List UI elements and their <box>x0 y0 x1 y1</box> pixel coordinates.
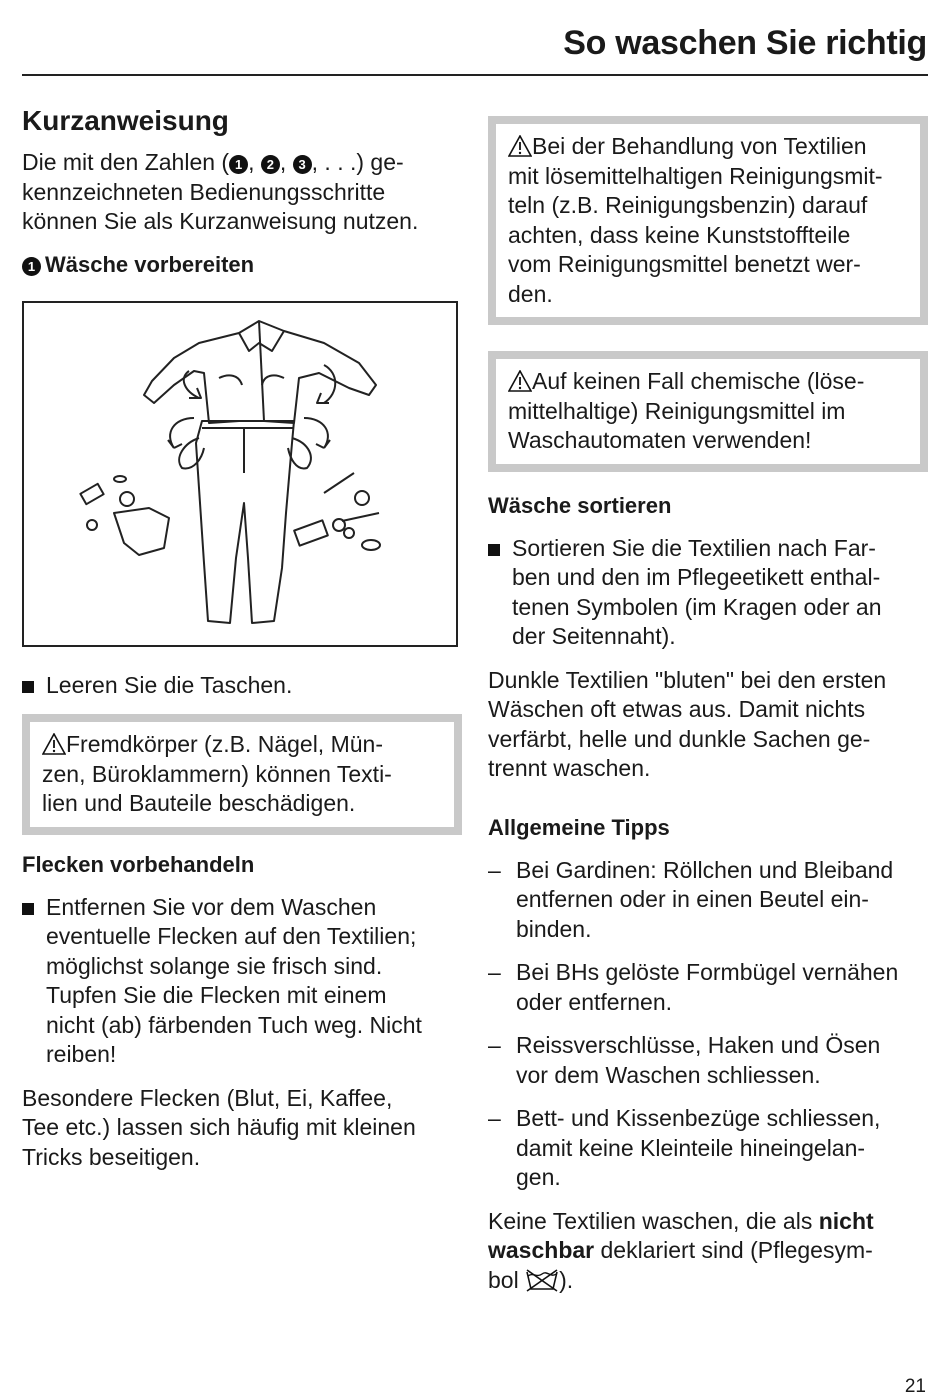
do-not-wash-icon <box>525 1268 559 1292</box>
warning-box-foreign-objects <box>22 714 462 835</box>
special-stains-paragraph <box>22 1084 462 1173</box>
step-number-icon: 3 <box>293 155 312 174</box>
step-number-icon: 1 <box>229 155 248 174</box>
bullet-text: möglichst solange sie frisch sind. <box>46 952 383 979</box>
paragraph-text: Wäschen oft etwas aus. Damit nichts <box>488 696 866 722</box>
bullet-text: der Seitennaht). <box>512 623 676 649</box>
paragraph-text: Tricks beseitigen. <box>22 1143 201 1170</box>
tip-text: Bei BHs gelöste Formbügel vernähen <box>516 959 899 985</box>
warning-text: Waschautomaten verwenden! <box>508 427 812 453</box>
step1-title: Wäsche vorbereiten <box>45 251 255 277</box>
tips-heading: Allgemeine Tipps <box>488 814 670 840</box>
intro-text: Die mit den Zahlen ( <box>22 149 230 175</box>
left-column <box>22 100 462 1172</box>
paragraph-text: Dunkle Textilien "bluten" bei den ersten <box>488 666 887 693</box>
warning-text: zen, Büroklammern) können Texti- <box>42 760 392 787</box>
tip-item <box>488 958 928 1017</box>
warning-text: Fremdkörper (z.B. Nägel, Mün- <box>66 731 383 757</box>
bullet-text: ben und den im Pflegeetikett enthal- <box>512 564 881 590</box>
bullet-text: reiben! <box>46 1041 117 1067</box>
bullet-text: Entfernen Sie vor dem Waschen <box>46 893 377 920</box>
paragraph-text: trennt waschen. <box>488 755 651 781</box>
paragraph-text: bol <box>488 1266 526 1293</box>
clothing-illustration <box>24 303 456 645</box>
paragraph-text: ). <box>559 1266 574 1293</box>
stains-heading: Flecken vorbehandeln <box>22 851 255 877</box>
section-heading-kurzanweisung: Kurzanweisung <box>22 105 229 136</box>
intro-text: , . . .) ge- <box>311 149 404 175</box>
page-number: 21 <box>904 1376 926 1397</box>
header-rule <box>22 74 928 76</box>
tip-text: entfernen oder in einen Beutel ein- <box>516 886 869 912</box>
bullet-text: Sortieren Sie die Textilien nach Far- <box>512 534 876 561</box>
dark-textiles-paragraph <box>488 666 928 784</box>
right-column <box>488 116 928 1295</box>
page-title: So waschen Sie richtig <box>563 24 927 62</box>
sort-heading: Wäsche sortieren <box>488 492 672 518</box>
intro-text: können Sie als Kurzanweisung nutzen. <box>22 208 419 234</box>
bullet-square <box>22 903 34 915</box>
bullet-stains <box>22 893 462 1070</box>
tip-text: binden. <box>516 915 592 942</box>
tip-text: oder entfernen. <box>516 988 673 1015</box>
laundry-preparation-illustration <box>22 301 458 647</box>
warning-text: achten, dass keine Kunststoffteile <box>508 221 851 248</box>
bullet-text: nicht (ab) färbenden Tuch weg. Nicht <box>46 1011 422 1038</box>
not-washable-paragraph <box>488 1207 928 1296</box>
bullet-empty-pockets <box>22 671 462 701</box>
tip-text: damit keine Kleinteile hineingelan- <box>516 1134 866 1161</box>
warning-text: den. <box>508 280 553 307</box>
step1-heading <box>22 251 462 279</box>
tip-item <box>488 1104 928 1193</box>
warning-triangle-icon <box>508 135 532 157</box>
bullet-square <box>22 681 34 693</box>
warning-text: mittelhaltige) Reinigungsmittel im <box>508 397 846 424</box>
warning-box-chemicals <box>488 351 928 472</box>
warning-text: mit lösemittelhaltigen Reinigungsmit- <box>508 162 883 189</box>
tip-text: vor dem Waschen schliessen. <box>516 1061 821 1088</box>
emphasis-text: waschbar <box>488 1237 595 1263</box>
dash-marker: – <box>488 1032 501 1058</box>
warning-text: Bei der Behandlung von Textilien <box>532 133 867 159</box>
tip-text: gen. <box>516 1164 561 1190</box>
paragraph-text: Besondere Flecken (Blut, Ei, Kaffee, <box>22 1084 393 1111</box>
tip-item <box>488 1031 928 1090</box>
paragraph-text: Tee etc.) lassen sich häufig mit kleinen <box>22 1114 416 1140</box>
tip-text: Bett- und Kissenbezüge schliessen, <box>516 1105 881 1131</box>
tip-item <box>488 856 928 945</box>
bullet-square <box>488 544 500 556</box>
warning-triangle-icon <box>508 370 532 392</box>
paragraph-text: Keine Textilien waschen, die als <box>488 1207 819 1234</box>
bullet-sort <box>488 534 928 652</box>
emphasis-text: nicht <box>818 1207 874 1234</box>
dash-marker: – <box>488 1105 501 1131</box>
warning-triangle-icon <box>42 733 66 755</box>
step-number-icon: 1 <box>22 257 41 276</box>
warning-text: vom Reinigungsmittel benetzt wer- <box>508 251 861 277</box>
warning-text: teln (z.B. Reinigungsbenzin) darauf <box>508 192 868 218</box>
bullet-text: Tupfen Sie die Flecken mit einem <box>46 982 387 1008</box>
dash-marker: – <box>488 959 501 985</box>
dash-marker: – <box>488 856 501 883</box>
paragraph-text: verfärbt, helle und dunkle Sachen ge- <box>488 725 871 752</box>
bullet-text: eventuelle Flecken auf den Textilien; <box>46 923 417 949</box>
warning-text: lien und Bauteile beschädigen. <box>42 790 356 816</box>
bullet-text: tenen Symbolen (im Kragen oder an <box>512 593 882 620</box>
tip-text: Bei Gardinen: Röllchen und Bleiband <box>516 856 894 883</box>
tip-text: Reissverschlüsse, Haken und Ösen <box>516 1032 881 1058</box>
intro-text: kennzeichneten Bedienungsschritte <box>22 178 386 205</box>
warning-box-solvents <box>488 116 928 325</box>
step-number-icon: 2 <box>261 155 280 174</box>
paragraph-text: deklariert sind (Pflegesym- <box>594 1237 873 1263</box>
intro-paragraph: Die mit den Zahlen ( 1 , 2 , 3 , . . .) ge- kennzeichneten Bedienungsschritte können Sie als Kurzanweisung nutzen. <box>22 149 419 234</box>
warning-text: Auf keinen Fall chemische (löse- <box>532 368 865 394</box>
bullet-text: Leeren Sie die Taschen. <box>46 671 293 698</box>
